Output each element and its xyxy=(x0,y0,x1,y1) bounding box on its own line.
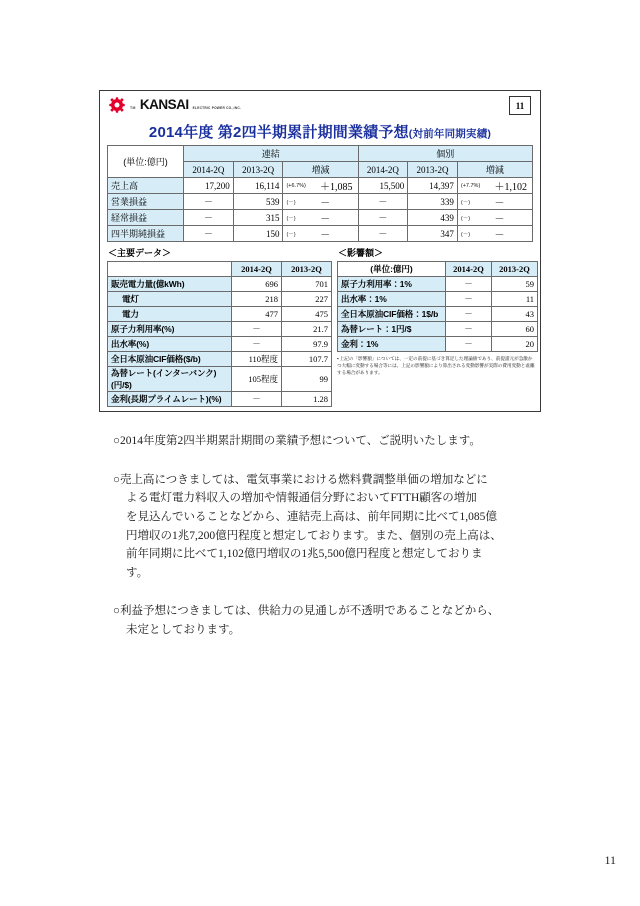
cell-prev: 20 xyxy=(492,337,538,352)
key-data-header-cur: 2014-2Q xyxy=(232,262,282,277)
cell-ind-cur: － xyxy=(358,226,408,242)
col-header-cons-cur: 2014-2Q xyxy=(184,162,234,178)
impact-header-cur: 2014-2Q xyxy=(446,262,492,277)
delta-percent: (－) xyxy=(286,199,296,206)
table-row xyxy=(108,226,533,242)
delta-percent: (－) xyxy=(460,215,471,222)
results-group-header-row xyxy=(108,146,533,162)
cell-ind-cur: 15,500 xyxy=(358,178,408,194)
cell-prev: 227 xyxy=(282,292,332,307)
slide-page-badge: 11 xyxy=(509,96,531,115)
cell-ind-delta xyxy=(457,226,532,242)
paragraph-1 xyxy=(113,432,538,451)
cell-prev: 21.7 xyxy=(282,322,332,337)
row-label: 出水率：1% xyxy=(338,292,446,307)
cell-cur: 218 xyxy=(232,292,282,307)
table-row xyxy=(338,322,538,337)
cell-cur: － xyxy=(446,292,492,307)
cell-ind-prev: 347 xyxy=(408,226,458,242)
cell-prev: 107.7 xyxy=(282,352,332,367)
cell-ind-delta xyxy=(457,194,532,210)
cell-cur: － xyxy=(446,307,492,322)
kansai-gear-icon xyxy=(109,97,125,113)
paragraph-2-line-5: 前年同期に比べて1,102億円増収の1兆5,500億円程度と想定しておりま xyxy=(126,548,483,561)
row-label: 経常損益 xyxy=(108,210,184,226)
footer-page-number: 11 xyxy=(604,853,616,867)
logo-company-line: ELECTRIC POWER CO.,INC. xyxy=(192,106,242,110)
col-header-cons-prev: 2013-2Q xyxy=(233,162,283,178)
results-table xyxy=(107,145,533,242)
kansai-logo xyxy=(109,97,241,113)
impact-unit-label: (単位:億円) xyxy=(338,262,446,277)
cell-cur: － xyxy=(446,277,492,292)
impact-footnote xyxy=(337,355,537,376)
cell-ind-prev: 339 xyxy=(408,194,458,210)
logo-trademark: TM xyxy=(130,106,136,110)
row-label: 売上高 xyxy=(108,178,184,194)
cell-cur: － xyxy=(232,337,282,352)
slide-title-sub: (対前年同期実績) xyxy=(408,128,492,140)
table-row xyxy=(108,210,533,226)
key-data-title: ＜主要データ＞ xyxy=(108,248,172,258)
delta-value: － xyxy=(320,230,331,241)
cell-prev: 701 xyxy=(282,277,332,292)
slide-frame xyxy=(99,90,541,412)
table-row xyxy=(108,352,332,367)
paragraph-1-line-1: ○2014年度第2四半期累計期間の業績予想について、ご説明いたします。 xyxy=(113,435,481,447)
cell-cur: － xyxy=(232,392,282,407)
logo-wordmark: KANSAI xyxy=(139,97,189,112)
cell-cur: 696 xyxy=(232,277,282,292)
table-row xyxy=(108,307,332,322)
row-label: 全日本原油CIF価格($/b) xyxy=(108,352,232,367)
row-label: 金利(長期プライムレート)(%) xyxy=(108,392,232,407)
impact-header-row xyxy=(338,262,538,277)
table-row xyxy=(108,277,332,292)
cell-cur: － xyxy=(446,337,492,352)
cell-prev: 60 xyxy=(492,322,538,337)
cell-ind-delta xyxy=(457,210,532,226)
cell-cons-cur: － xyxy=(184,210,234,226)
cell-ind-delta xyxy=(457,178,532,194)
cell-cons-cur: 17,200 xyxy=(184,178,234,194)
paragraph-2-line-3: を見込んでいることなどから、連結売上高は、前年同期に比べて1,085億 xyxy=(126,510,497,523)
cell-cur: 477 xyxy=(232,307,282,322)
row-label: 四半期純損益 xyxy=(108,226,184,242)
delta-value: － xyxy=(494,214,505,225)
delta-percent: (－) xyxy=(460,231,471,238)
row-label: 販売電力量(億kWh) xyxy=(108,277,232,292)
row-label: 原子力利用率(%) xyxy=(108,322,232,337)
results-unit-label: (単位:億円) xyxy=(108,146,184,178)
cell-cons-cur: － xyxy=(184,194,234,210)
table-row xyxy=(108,367,332,392)
table-row xyxy=(108,178,533,194)
row-label: 電灯 xyxy=(108,292,232,307)
table-row xyxy=(108,322,332,337)
cell-ind-cur: － xyxy=(358,194,408,210)
paragraph-2-line-2: よる電灯電力料収入の増加や情報通信分野においてFTTH顧客の増加 xyxy=(126,492,477,505)
cell-ind-cur: － xyxy=(358,210,408,226)
paragraph-3-line-2: 未定としております。 xyxy=(126,624,241,636)
cell-cur: － xyxy=(446,322,492,337)
footnote-text: 上記の「影響額」については、一定の前提に基づき算定した理論値であり、前提諸元が急激かつ大幅に変動する場合等には、上記の影響額により算出される変動影響が実際の費用変動と乖離する場合があります。 xyxy=(337,356,535,376)
delta-value: － xyxy=(320,214,331,225)
paragraph-3-line-1: ○利益予想につきましては、供給力の見通しが不透明であることなどから、 xyxy=(113,605,500,618)
table-row xyxy=(338,277,538,292)
delta-percent: (－) xyxy=(286,215,296,222)
paragraph-2-line-1: ○売上高につきましては、電気事業における燃料費調整単価の増加などに xyxy=(113,473,488,486)
table-row xyxy=(338,337,538,352)
paragraph-2-line-6: す。 xyxy=(126,566,149,579)
slide-title xyxy=(107,121,533,142)
cell-prev: 43 xyxy=(492,307,538,322)
cell-cons-delta xyxy=(283,210,358,226)
cell-cur: 110程度 xyxy=(232,352,282,367)
explanatory-text xyxy=(113,432,538,660)
group-header-consolidated: 連結 xyxy=(184,146,358,162)
cell-cons-prev: 150 xyxy=(233,226,283,242)
cell-prev: 11 xyxy=(492,292,538,307)
key-data-header-row xyxy=(108,262,332,277)
impact-table xyxy=(337,261,538,352)
table-row xyxy=(108,392,332,407)
cell-cons-prev: 315 xyxy=(233,210,283,226)
cell-ind-prev: 439 xyxy=(408,210,458,226)
lower-section xyxy=(107,246,533,407)
row-label: 為替レート：1円/$ xyxy=(338,322,446,337)
footnote-bullet-icon: ▪ xyxy=(337,356,339,361)
cell-cur: 105程度 xyxy=(232,367,282,392)
cell-cur: － xyxy=(232,322,282,337)
cell-cons-delta xyxy=(283,226,358,242)
table-row xyxy=(108,337,332,352)
delta-value: ＋1,085 xyxy=(320,182,353,193)
delta-percent: (－) xyxy=(286,231,296,238)
cell-ind-prev: 14,397 xyxy=(408,178,458,194)
cell-prev: 99 xyxy=(282,367,332,392)
cell-prev: 1.28 xyxy=(282,392,332,407)
paragraph-2 xyxy=(113,471,538,583)
col-header-ind-delta: 増減 xyxy=(457,162,532,178)
row-label: 全日本原油CIF価格：1$/b xyxy=(338,307,446,322)
delta-value: ＋1,102 xyxy=(494,182,527,193)
row-label: 為替レート(インターバンク)(円/$) xyxy=(108,367,232,392)
col-header-ind-prev: 2013-2Q xyxy=(408,162,458,178)
cell-cons-prev: 539 xyxy=(233,194,283,210)
key-data-block xyxy=(107,246,331,407)
impact-header-prev: 2013-2Q xyxy=(492,262,538,277)
cell-cons-delta xyxy=(283,178,358,194)
cell-prev: 475 xyxy=(282,307,332,322)
slide-title-main: 2014年度 第2四半期累計期間業績予想 xyxy=(148,124,409,141)
cell-cons-delta xyxy=(283,194,358,210)
cell-cons-prev: 16,114 xyxy=(233,178,283,194)
col-header-cons-delta: 増減 xyxy=(283,162,358,178)
row-label: 原子力利用率：1% xyxy=(338,277,446,292)
key-data-table xyxy=(107,261,332,407)
slide-header xyxy=(107,96,533,122)
kansai-logo-text xyxy=(129,97,241,113)
group-header-individual: 個別 xyxy=(358,146,532,162)
cell-prev: 59 xyxy=(492,277,538,292)
delta-percent: (+7.7%) xyxy=(460,182,481,189)
table-row xyxy=(338,292,538,307)
table-row xyxy=(108,194,533,210)
key-data-header-prev: 2013-2Q xyxy=(282,262,332,277)
cell-prev: 97.9 xyxy=(282,337,332,352)
delta-value: － xyxy=(320,198,331,209)
table-row xyxy=(338,307,538,322)
delta-value: － xyxy=(494,198,505,209)
cell-cons-cur: － xyxy=(184,226,234,242)
paragraph-3 xyxy=(113,602,538,639)
row-label: 電力 xyxy=(108,307,232,322)
table-row xyxy=(108,292,332,307)
delta-percent: (+6.7%) xyxy=(286,182,306,189)
paragraph-2-line-4: 円増収の1兆7,200億円程度と想定しております。また、個別の売上高は、 xyxy=(126,529,502,542)
impact-block xyxy=(337,246,537,407)
impact-title: ＜影響額＞ xyxy=(338,248,384,258)
delta-value: － xyxy=(494,230,505,241)
delta-percent: (－) xyxy=(460,199,471,206)
row-label: 出水率(%) xyxy=(108,337,232,352)
row-label: 金利：1% xyxy=(338,337,446,352)
row-label: 営業損益 xyxy=(108,194,184,210)
col-header-ind-cur: 2014-2Q xyxy=(358,162,408,178)
key-data-header-blank xyxy=(108,262,232,277)
